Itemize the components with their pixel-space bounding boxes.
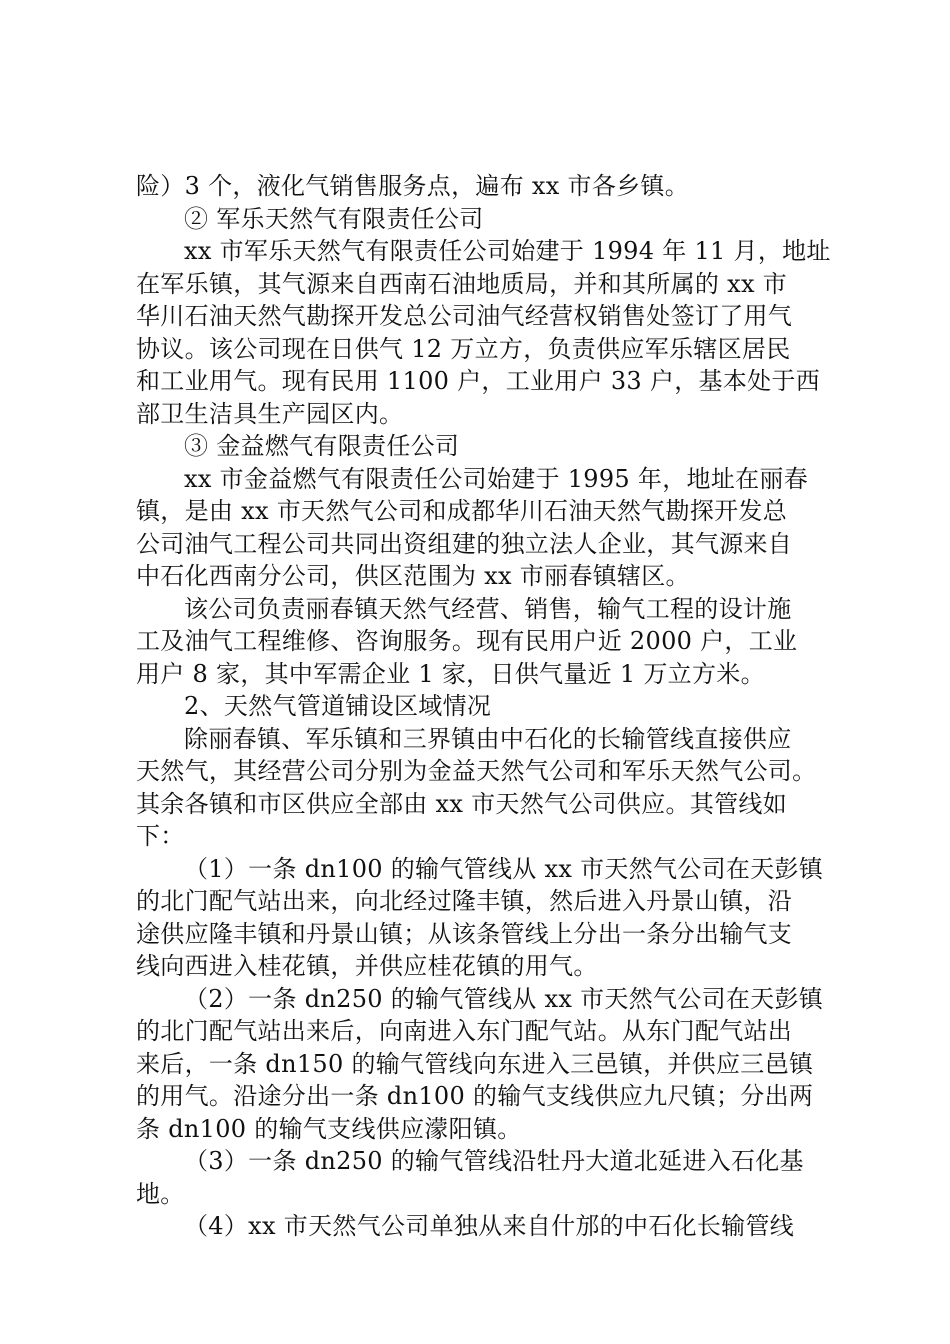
text-line: 来后，一条 dn150 的输气管线向东进入三邑镇，并供应三邑镇 <box>136 1049 814 1078</box>
text-line: 下： <box>136 822 185 850</box>
text-line: ③ 金益燃气有限责任公司 <box>184 432 460 460</box>
text-line: ② 军乐天然气有限责任公司 <box>184 204 484 233</box>
text-line: 在军乐镇，其气源来自西南石油地质局，并和其所属的 xx 市 <box>136 269 788 298</box>
text-line: （4）xx 市天然气公司单独从来自什邡的中石化长输管线 <box>184 1212 795 1240</box>
text-line: 镇，是由 xx 市天然气公司和成都华川石油天然气勘探开发总 <box>136 497 788 525</box>
text-line: 和工业用气。现有民用 1100 户，工业用户 33 户，基本处于西 <box>136 367 821 395</box>
text-line: 其余各镇和市区供应全部由 xx 市天然气公司供应。其管线如 <box>136 789 788 818</box>
text-line: 条 dn100 的输气支线供应濛阳镇。 <box>136 1114 522 1143</box>
text-line: （2）一条 dn250 的输气管线从 xx 市天然气公司在天彭镇 <box>184 984 824 1013</box>
text-line: 华川石油天然气勘探开发总公司油气经营权销售处签订了用气 <box>136 302 793 330</box>
text-line: 用户 8 家，其中军需企业 1 家，日供气量近 1 万立方米。 <box>136 659 765 688</box>
text-line: 该公司负责丽春镇天然气经营、销售，输气工程的设计施 <box>184 594 792 623</box>
text-line: 部卫生洁具生产园区内。 <box>136 399 404 428</box>
text-line: 工及油气工程维修、咨询服务。现有民用户近 2000 户，工业 <box>136 627 798 655</box>
text-line: 险）3 个，液化气销售服务点，遍布 xx 市各乡镇。 <box>136 172 690 200</box>
text-line: （3）一条 dn250 的输气管线沿牡丹大道北延进入石化基 <box>184 1147 804 1175</box>
text-line: （1）一条 dn100 的输气管线从 xx 市天然气公司在天彭镇 <box>184 854 824 883</box>
text-line: 中石化西南分公司，供区范围为 xx 市丽春镇辖区。 <box>136 562 690 590</box>
text-line: 天然气，其经营公司分别为金益天然气公司和军乐天然气公司。 <box>136 757 817 785</box>
text-line: 的用气。沿途分出一条 dn100 的输气支线供应九尺镇；分出两 <box>136 1082 814 1110</box>
text-line: 2、天然气管道铺设区域情况 <box>184 692 492 720</box>
text-line: 除丽春镇、军乐镇和三界镇由中石化的长输管线直接供应 <box>184 724 792 753</box>
text-line: 协议。该公司现在日供气 12 万立方，负责供应军乐辖区居民 <box>136 334 791 363</box>
text-line: xx 市军乐天然气有限责任公司始建于 1994 年 11 月，地址 <box>184 237 831 265</box>
document-body <box>136 170 831 1243</box>
text-line: 公司油气工程公司共同出资组建的独立法人企业，其气源来自 <box>136 529 793 558</box>
text-line: xx 市金益燃气有限责任公司始建于 1995 年，地址在丽春 <box>184 464 809 493</box>
text-line: 的北门配气站出来，向北经过隆丰镇，然后进入丹景山镇，沿 <box>136 887 793 915</box>
text-line: 途供应隆丰镇和丹景山镇；从该条管线上分出一条分出输气支 <box>136 919 793 948</box>
text-line: 线向西进入桂花镇，并供应桂花镇的用气。 <box>136 952 598 980</box>
text-line: 地。 <box>136 1179 185 1208</box>
text-line: 的北门配气站出来后，向南进入东门配气站。从东门配气站出 <box>136 1017 793 1045</box>
